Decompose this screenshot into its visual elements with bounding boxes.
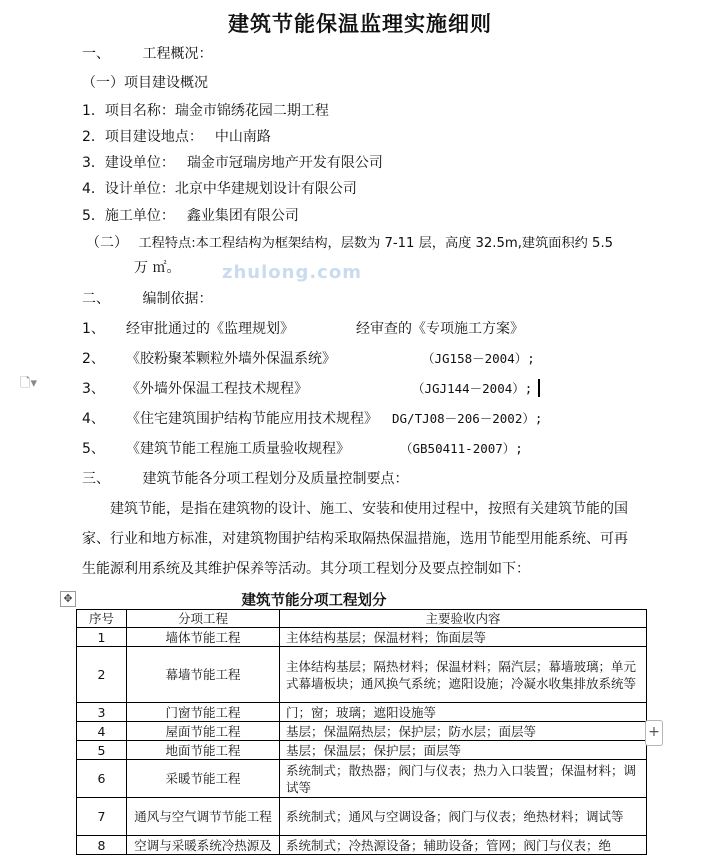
basis-code: DG/TJ08－206－2002）;	[392, 411, 543, 426]
add-row-button[interactable]: +	[645, 720, 663, 746]
row-content: 门；窗；玻璃；遮阳设施等	[280, 703, 647, 722]
basis-item	[82, 439, 523, 459]
project-item-label: 1．项目名称：	[82, 103, 175, 119]
basis-text: 《建筑节能工程施工质量验收规程》	[126, 441, 350, 457]
row-number: 5	[77, 741, 127, 760]
section-2-number: 二、	[82, 291, 110, 307]
table-header-row	[77, 610, 647, 628]
section-2-text: 编制依据：	[142, 291, 213, 307]
row-content: 系统制式；散热器；阀门与仪表；热力入口装置；保温材料；调试等	[280, 760, 647, 798]
row-content: 基层；保温隔热层；保护层；防水层；面层等	[280, 722, 647, 741]
basis-code: （GB50411-2007）;	[400, 441, 523, 456]
table-move-handle-icon[interactable]: ✥	[60, 591, 76, 607]
project-item	[82, 206, 299, 226]
project-item	[82, 127, 271, 147]
project-item-value: 中山南路	[214, 129, 271, 145]
row-number: 4	[77, 722, 127, 741]
row-name: 幕墙节能工程	[127, 647, 280, 703]
section-3-heading	[82, 469, 408, 489]
project-item-value: 北京中华建规划设计有限公司	[174, 181, 357, 197]
row-number: 3	[77, 703, 127, 722]
row-number: 7	[77, 798, 127, 836]
document-icon[interactable]: 🗋▾	[20, 376, 37, 391]
row-name: 屋面节能工程	[127, 722, 280, 741]
basis-number: 1、	[82, 321, 105, 337]
table-row	[77, 798, 647, 836]
project-features	[86, 233, 613, 254]
row-number: 6	[77, 760, 127, 798]
section-3-number: 三、	[82, 471, 110, 487]
row-number: 1	[77, 628, 127, 647]
row-name: 门窗节能工程	[127, 703, 280, 722]
basis-number: 5、	[82, 441, 105, 457]
row-name: 采暖节能工程	[127, 760, 280, 798]
project-item-label: 5．施工单位：	[82, 208, 175, 224]
features-line-1: 工程特点:本工程结构为框架结构，层数为 7-11 层，高度 32.5m,建筑面积约 5.5	[138, 236, 614, 251]
subitem-table	[76, 609, 647, 855]
basis-text: 经审批通过的《监理规划》	[126, 321, 294, 337]
row-content: 系统制式；冷热源设备；辅助设备；管网；阀门与仪表；绝	[280, 836, 647, 855]
basis-text: 《住宅建筑围护结构节能应用技术规程》	[126, 411, 378, 427]
basis-item	[82, 409, 543, 429]
project-item-label: 4．设计单位：	[82, 181, 175, 197]
row-content: 系统制式；通风与空调设备；阀门与仪表；绝热材料；调试等	[280, 798, 647, 836]
basis-item	[82, 379, 533, 399]
paragraph-line: 家、行业和地方标准，对建筑物围护结构采取隔热保温措施，选用节能型用能系统、可再	[82, 531, 628, 547]
row-content: 主体结构基层；隔热材料；保温材料；隔汽层；幕墙玻璃；单元式幕墙板块；通风换气系统；遮阳设施；冷凝水收集排放系统等	[280, 647, 647, 703]
table-row	[77, 722, 647, 741]
table-header-cell: 序号	[77, 610, 127, 628]
section-1-number: 一、	[82, 46, 110, 62]
row-name: 墙体节能工程	[127, 628, 280, 647]
row-number: 2	[77, 647, 127, 703]
section-1-text: 工程概况：	[142, 46, 213, 62]
row-name: 通风与空气调节节能工程	[127, 798, 280, 836]
table-row	[77, 703, 647, 722]
table-row	[77, 836, 647, 855]
project-item-value: 瑞金市锦绣花园二期工程	[174, 103, 329, 119]
basis-text: 《外墙外保温工程技术规程》	[126, 381, 308, 397]
text-cursor	[538, 379, 540, 397]
table-row	[77, 628, 647, 647]
features-number: （二）	[86, 235, 128, 251]
section-1-heading	[82, 44, 212, 64]
document-title: 建筑节能保温监理实施细则	[228, 11, 492, 36]
project-item-value: 鑫业集团有限公司	[186, 208, 299, 224]
paragraph-line: 建筑节能，是指在建筑物的设计、施工、安装和使用过程中，按照有关建筑节能的国	[110, 501, 628, 517]
basis-item	[82, 319, 524, 339]
row-number: 8	[77, 836, 127, 855]
basis-number: 3、	[82, 381, 105, 397]
section-2-heading	[82, 289, 212, 309]
project-item	[82, 179, 357, 199]
table-row	[77, 647, 647, 703]
project-item	[82, 153, 383, 173]
table-row	[77, 760, 647, 798]
basis-text: 《胶粉聚苯颗粒外墙外保温系统》	[126, 351, 336, 367]
subsection-heading: （一）项目建设概况	[82, 75, 208, 91]
project-item-value: 瑞金市冠瑞房地产开发有限公司	[186, 155, 383, 171]
basis-code: （JG158－2004）;	[422, 351, 535, 366]
table-header-cell: 分项工程	[127, 610, 280, 628]
project-item-label: 3．建设单位：	[82, 155, 175, 171]
basis-code: （JGJ144－2004）;	[412, 381, 533, 396]
basis-number: 2、	[82, 351, 105, 367]
row-name: 空调与采暖系统冷热源及	[127, 836, 280, 855]
watermark: zhulong.com	[222, 262, 362, 283]
basis-number: 4、	[82, 411, 105, 427]
paragraph-line: 生能源利用系统及其维护保养等活动。其分项工程划分及要点控制如下：	[82, 561, 530, 577]
table-row	[77, 741, 647, 760]
row-name: 地面节能工程	[127, 741, 280, 760]
table-header-cell: 主要验收内容	[280, 610, 647, 628]
project-item	[82, 101, 329, 121]
basis-item	[82, 349, 535, 369]
section-3-text: 建筑节能各分项工程划分及质量控制要点：	[142, 471, 409, 487]
basis-extra: 经审查的《专项施工方案》	[356, 321, 524, 337]
table-title: 建筑节能分项工程划分	[241, 592, 387, 609]
row-content: 基层；保温层；保护层；面层等	[280, 741, 647, 760]
project-item-label: 2．项目建设地点：	[82, 129, 203, 145]
row-content: 主体结构基层；保温材料；饰面层等	[280, 628, 647, 647]
features-line-2: 万 ㎡。	[134, 260, 181, 276]
